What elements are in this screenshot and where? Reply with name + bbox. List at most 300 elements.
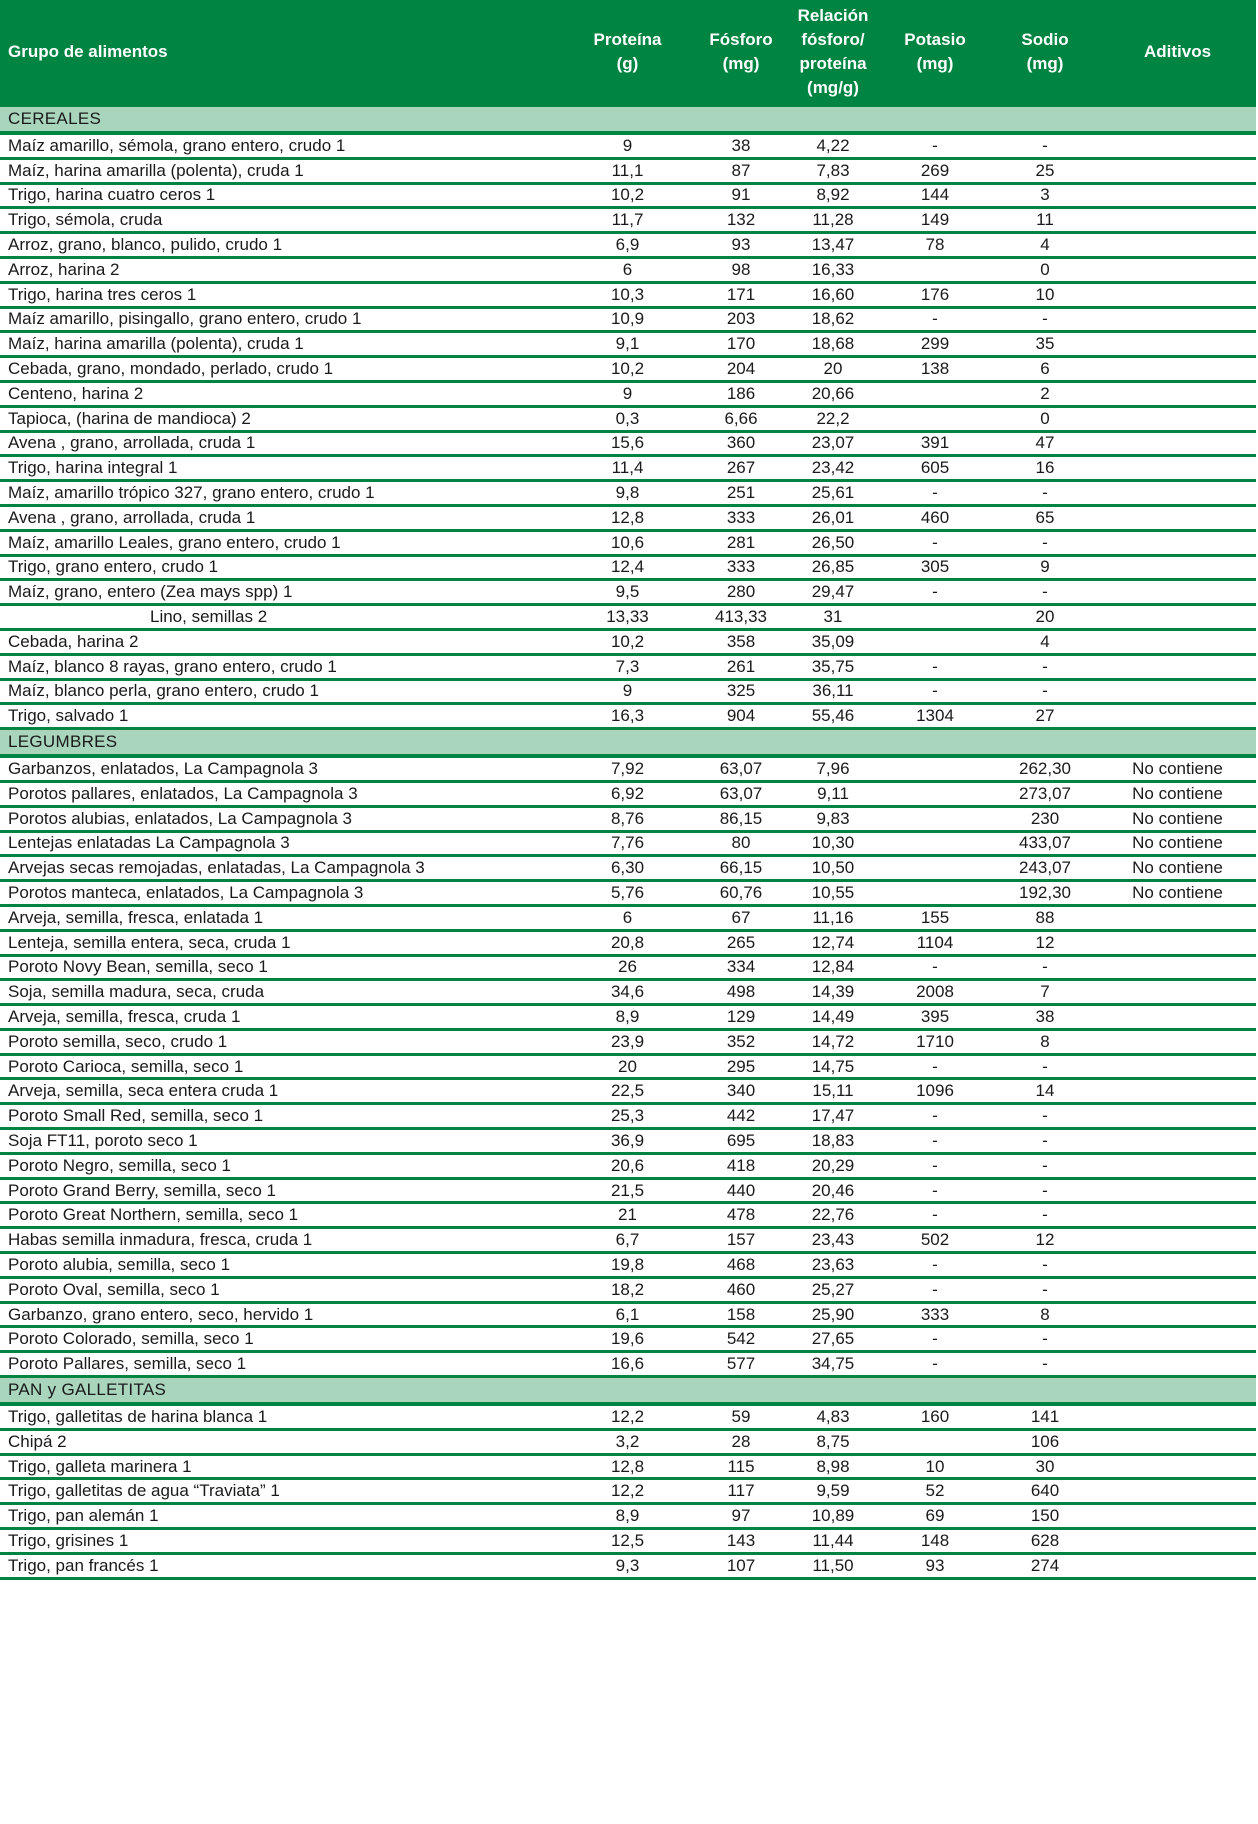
cell-sodio: 273,07 [1019,783,1071,803]
cell-proteina: 19,6 [610,1329,645,1349]
cell-fosforo: 117 [727,1481,755,1501]
cell-sodio: - [1042,1254,1048,1274]
column-header-sodio: Sodio (mg) [1021,30,1069,73]
cell-fosforo: 418 [726,1155,756,1175]
cell-fosforo: 267 [726,458,756,478]
cell-potasio: - [932,1329,938,1349]
cell-potasio: 144 [920,185,950,205]
cell-proteina: 10,6 [610,532,645,552]
cell-sodio: 0 [1040,259,1050,279]
table-row [0,1130,1256,1155]
cell-potasio: 460 [920,507,950,527]
cell-sodio: 4 [1040,235,1050,255]
cell-proteina: 20,8 [610,932,645,952]
column-header-grupo: Grupo de alimentos [8,42,168,61]
table-row [0,383,1256,408]
cell-fosforo: 352 [726,1031,756,1051]
cell-sodio: 6 [1040,359,1050,379]
table-row [0,1353,1256,1378]
cell-fosforo: 261 [726,656,756,676]
cell-fosforo: 171 [726,284,756,304]
cell-food-name: Poroto Small Red, semilla, seco 1 [8,1106,264,1126]
cell-relacion: 16,33 [811,259,855,279]
cell-fosforo: 334 [726,957,756,977]
cell-food-name: Arvejas secas remojadas, enlatadas, La Campagnola 3 [8,858,425,878]
cell-food-name: Maíz, harina amarilla (polenta), cruda 1 [8,160,304,180]
table-row [0,557,1256,582]
table-row [0,1431,1256,1456]
column-header-proteina: Proteína (g) [593,30,662,73]
cell-relacion: 8,92 [816,185,850,205]
cell-potasio: 155 [920,907,950,927]
table-row [0,185,1256,210]
cell-proteina: 23,9 [610,1031,645,1051]
cell-sodio: 2 [1040,383,1050,403]
cell-proteina: 9,1 [615,334,640,354]
cell-potasio: 160 [920,1406,950,1426]
cell-proteina: 6,92 [610,783,645,803]
cell-proteina: 10,9 [610,309,645,329]
cell-fosforo: 97 [731,1506,751,1526]
cell-sodio: 262,30 [1019,759,1071,779]
cell-fosforo: 59 [731,1406,751,1426]
cell-potasio: 305 [920,557,950,577]
table-row [0,1155,1256,1180]
cell-fosforo: 460 [726,1279,756,1299]
cell-fosforo: 440 [726,1180,756,1200]
cell-food-name: Maíz, blanco 8 rayas, grano entero, crudo 1 [8,656,337,676]
cell-relacion: 35,09 [811,631,855,651]
cell-food-name: Trigo, harina integral 1 [8,458,178,478]
cell-relacion: 55,46 [811,706,855,726]
cell-relacion: 23,43 [811,1230,855,1250]
table-row [0,234,1256,259]
cell-relacion: 20,66 [811,383,855,403]
table-row [0,1105,1256,1130]
table-header [0,0,1256,107]
table-row [0,532,1256,557]
cell-food-name: Soja FT11, poroto seco 1 [8,1130,198,1150]
cell-proteina: 26 [618,957,637,977]
cell-relacion: 11,28 [812,210,854,230]
cell-potasio: - [932,656,938,676]
cell-potasio: - [932,1180,938,1200]
cell-potasio: - [932,957,938,977]
cell-relacion: 27,65 [811,1329,855,1349]
cell-fosforo: 91 [731,185,751,205]
cell-sodio: 88 [1035,907,1055,927]
cell-food-name: Trigo, galletitas de harina blanca 1 [8,1406,268,1426]
cell-proteina: 9,8 [615,483,640,503]
cell-sodio: 106 [1030,1431,1060,1451]
table-row [0,705,1256,730]
cell-relacion: 8,75 [816,1431,850,1451]
cell-food-name: Garbanzo, grano entero, seco, hervido 1 [8,1304,314,1324]
cell-food-name: Maíz, grano, entero (Zea mays spp) 1 [8,582,293,602]
cell-proteina: 15,6 [610,433,645,453]
cell-food-name: Trigo, harina tres ceros 1 [8,284,197,304]
cell-potasio: 10 [925,1456,945,1476]
cell-food-name: Maíz, harina amarilla (polenta), cruda 1 [8,334,304,354]
cell-fosforo: 60,76 [719,883,763,902]
cell-fosforo: 478 [726,1205,756,1225]
cell-food-name: Arroz, grano, blanco, pulido, crudo 1 [8,235,283,255]
cell-food-name: Tapioca, (harina de mandioca) 2 [8,408,251,428]
cell-food-name: Cebada, grano, mondado, perlado, crudo 1 [8,359,334,379]
cell-aditivos: No contiene [1132,883,1223,902]
cell-sodio: - [1042,1279,1048,1299]
cell-proteina: 25,3 [610,1106,645,1126]
cell-relacion: 26,50 [811,532,855,552]
cell-sodio: 7 [1040,982,1050,1002]
cell-fosforo: 107 [726,1555,756,1575]
cell-fosforo: 186 [726,383,756,403]
cell-food-name: Trigo, salvado 1 [8,706,129,726]
cell-fosforo: 115 [727,1456,755,1476]
cell-potasio: 1710 [916,1031,954,1051]
cell-potasio: - [932,1130,938,1150]
cell-proteina: 21 [618,1205,637,1225]
cell-fosforo: 66,15 [719,858,763,878]
cell-fosforo: 904 [726,706,756,726]
cell-fosforo: 157 [726,1230,756,1250]
table-row [0,482,1256,507]
cell-proteina: 10,3 [610,284,645,304]
cell-potasio: 52 [925,1481,945,1501]
cell-relacion: 14,39 [811,982,855,1002]
table-row [0,1328,1256,1353]
cell-fosforo: 98 [731,259,751,279]
cell-potasio: - [932,135,938,155]
cell-proteina: 0,3 [615,408,640,428]
cell-food-name: Poroto Negro, semilla, seco 1 [8,1155,231,1175]
cell-sodio: 35 [1035,334,1055,354]
cell-relacion: 18,62 [811,309,855,329]
table-row [0,1279,1256,1304]
cell-proteina: 11,4 [611,458,644,478]
cell-sodio: - [1042,1205,1048,1225]
table-row [0,135,1256,160]
cell-fosforo: 325 [726,681,756,701]
cell-proteina: 11,7 [611,210,644,230]
cell-food-name: Lentejas enlatadas La Campagnola 3 [8,833,290,853]
cell-relacion: 18,83 [811,1130,855,1150]
table-row [0,209,1256,234]
cell-fosforo: 80 [731,833,751,853]
cell-sodio: - [1042,957,1048,977]
cell-sodio: - [1042,1130,1048,1150]
cell-food-name: Centeno, harina 2 [8,383,144,403]
cell-sodio: 628 [1030,1530,1060,1550]
cell-food-name: Porotos pallares, enlatados, La Campagnola 3 [8,783,358,803]
cell-proteina: 20 [618,1056,637,1076]
cell-food-name: Poroto Grand Berry, semilla, seco 1 [8,1180,277,1200]
cell-proteina: 16,3 [610,706,645,726]
cell-sodio: 14 [1035,1081,1055,1101]
cell-fosforo: 468 [726,1254,756,1274]
cell-relacion: 25,27 [811,1279,855,1299]
cell-proteina: 9,3 [615,1555,640,1575]
cell-sodio: - [1042,135,1048,155]
cell-sodio: 10 [1035,284,1055,304]
cell-food-name: Chipá 2 [8,1431,67,1451]
cell-fosforo: 542 [726,1329,756,1349]
cell-sodio: - [1042,1354,1048,1374]
cell-potasio: 149 [920,210,950,230]
cell-sodio: 25 [1035,160,1055,180]
table-row [0,408,1256,433]
table-row [0,656,1256,681]
cell-potasio: - [932,1354,938,1374]
cell-proteina: 8,9 [615,1006,640,1026]
cell-food-name: Poroto Carioca, semilla, seco 1 [8,1056,244,1076]
cell-proteina: 12,8 [610,507,645,527]
cell-food-name: Maíz amarillo, sémola, grano entero, crudo 1 [8,135,346,155]
table-row [0,1480,1256,1505]
cell-proteina: 12,2 [610,1406,645,1426]
cell-relacion: 11,50 [812,1555,854,1575]
cell-fosforo: 413,33 [715,607,767,627]
table-row [0,1080,1256,1105]
cell-food-name: Poroto Colorado, semilla, seco 1 [8,1329,254,1349]
cell-food-name: Cebada, harina 2 [8,631,139,651]
cell-proteina: 18,2 [610,1279,645,1299]
cell-fosforo: 63,07 [719,759,763,779]
cell-sodio: 65 [1035,507,1055,527]
cell-sodio: 4 [1040,631,1050,651]
cell-relacion: 26,85 [811,557,855,577]
cell-sodio: 11 [1036,210,1054,230]
cell-proteina: 9 [622,383,633,403]
cell-proteina: 7,3 [615,656,640,676]
cell-sodio: 27 [1035,706,1055,726]
cell-sodio: 230 [1030,808,1060,828]
table-row [0,507,1256,532]
cell-fosforo: 170 [726,334,756,354]
cell-relacion: 7,83 [816,160,850,180]
table-row [0,160,1256,185]
table-row [0,333,1256,358]
cell-food-name: Trigo, pan alemán 1 [8,1506,159,1526]
cell-relacion: 14,72 [811,1031,855,1051]
cell-fosforo: 333 [726,507,756,527]
cell-relacion: 35,75 [811,656,855,676]
table-row [0,1456,1256,1481]
cell-relacion: 14,49 [811,1006,855,1026]
column-header-relacion: Relación fósforo/ proteína (mg/g) [797,6,869,97]
cell-potasio: 78 [925,235,945,255]
cell-potasio: 502 [920,1230,950,1250]
cell-potasio: 391 [920,433,950,453]
cell-sodio: - [1042,1329,1048,1349]
cell-food-name: Avena , grano, arrollada, cruda 1 [8,433,256,453]
table-row [0,957,1256,982]
cell-proteina: 8,76 [610,808,645,828]
cell-proteina: 6 [622,907,633,927]
cell-fosforo: 93 [731,235,751,255]
table-row [0,309,1256,334]
cell-relacion: 22,76 [811,1205,855,1225]
section-header: LEGUMBRES [0,730,1256,758]
cell-proteina: 9 [622,135,633,155]
cell-food-name: Lino, semillas 2 [150,607,268,627]
cell-food-name: Trigo, galleta marinera 1 [8,1456,192,1476]
cell-proteina: 7,92 [610,759,645,779]
cell-relacion: 17,47 [811,1106,855,1126]
cell-sodio: 12 [1035,932,1055,952]
table-row [0,783,1256,808]
cell-potasio: 605 [920,458,950,478]
cell-food-name: Arroz, harina 2 [8,259,120,279]
cell-relacion: 18,68 [811,334,855,354]
cell-sodio: - [1042,656,1048,676]
table-row [0,1254,1256,1279]
cell-proteina: 36,9 [610,1130,645,1150]
cell-potasio: 176 [920,284,950,304]
cell-proteina: 7,76 [610,833,645,853]
cell-fosforo: 67 [731,907,751,927]
cell-aditivos: No contiene [1132,759,1223,779]
cell-relacion: 10,89 [811,1506,855,1526]
cell-relacion: 31 [823,607,843,627]
cell-potasio: 395 [920,1006,950,1026]
cell-sodio: - [1042,1056,1048,1076]
cell-proteina: 6,1 [615,1304,640,1324]
table-row [0,433,1256,458]
cell-relacion: 22,2 [816,408,850,428]
cell-relacion: 4,22 [816,135,850,155]
cell-relacion: 23,63 [811,1254,855,1274]
table-row [0,808,1256,833]
cell-food-name: Poroto Great Northern, semilla, seco 1 [8,1205,299,1225]
cell-potasio: 1104 [916,932,954,952]
cell-food-name: Garbanzos, enlatados, La Campagnola 3 [8,759,318,779]
cell-potasio: - [932,582,938,602]
cell-food-name: Lenteja, semilla entera, seca, cruda 1 [8,932,291,952]
cell-sodio: 0 [1040,408,1050,428]
cell-sodio: - [1042,1155,1048,1175]
cell-food-name: Maíz, amarillo Leales, grano entero, crudo 1 [8,532,341,552]
cell-relacion: 7,96 [816,759,850,779]
cell-relacion: 9,59 [816,1481,850,1501]
cell-relacion: 11,44 [812,1530,854,1550]
cell-relacion: 16,60 [811,284,855,304]
table-row [0,1056,1256,1081]
cell-relacion: 34,75 [811,1354,855,1374]
cell-relacion: 23,42 [811,458,855,478]
table-row [0,833,1256,858]
table-row [0,1229,1256,1254]
cell-fosforo: 295 [726,1056,756,1076]
cell-sodio: - [1042,483,1048,503]
cell-food-name: Arveja, semilla, fresca, enlatada 1 [8,907,264,927]
cell-relacion: 9,83 [816,808,850,828]
cell-sodio: 12 [1035,1230,1055,1250]
cell-proteina: 5,76 [610,883,645,902]
cell-relacion: 25,61 [811,483,855,503]
cell-fosforo: 87 [731,160,751,180]
cell-relacion: 10,50 [811,858,855,878]
cell-relacion: 11,16 [812,907,854,927]
cell-sodio: 16 [1035,458,1055,478]
cell-sodio: 47 [1035,433,1055,453]
cell-fosforo: 280 [726,582,756,602]
cell-food-name: Poroto Novy Bean, semilla, seco 1 [8,957,268,977]
cell-food-name: Maíz, blanco perla, grano entero, crudo 1 [8,681,319,701]
cell-sodio: 20 [1035,607,1055,627]
cell-potasio: 93 [925,1555,945,1575]
cell-proteina: 12,8 [610,1456,645,1476]
cell-food-name: Arveja, semilla, seca entera cruda 1 [8,1081,279,1101]
cell-potasio: - [932,1155,938,1175]
cell-fosforo: 498 [726,982,756,1002]
cell-proteina: 6,30 [610,858,645,878]
cell-proteina: 6,9 [615,235,640,255]
cell-food-name: Trigo, galletitas de agua “Traviata” 1 [8,1481,280,1501]
cell-relacion: 14,75 [811,1056,855,1076]
table-row [0,681,1256,706]
cell-relacion: 10,30 [811,833,855,853]
cell-fosforo: 265 [726,932,756,952]
cell-proteina: 13,33 [606,607,649,627]
cell-fosforo: 251 [726,483,756,503]
cell-relacion: 9,11 [817,783,849,803]
cell-relacion: 20 [823,359,843,379]
table-row [0,1406,1256,1431]
cell-proteina: 11,1 [611,160,644,180]
cell-potasio: 69 [925,1506,945,1526]
cell-fosforo: 281 [726,532,756,552]
cell-potasio: - [932,1205,938,1225]
table-row [0,1505,1256,1530]
cell-proteina: 8,9 [615,1506,640,1526]
cell-proteina: 12,5 [610,1530,645,1550]
cell-proteina: 10,2 [610,185,645,205]
cell-sodio: 150 [1030,1506,1060,1526]
cell-sodio: - [1042,1106,1048,1126]
cell-potasio: 333 [920,1304,950,1324]
table-row [0,1555,1256,1580]
table-row [0,457,1256,482]
cell-aditivos: No contiene [1132,783,1223,803]
cell-sodio: 192,30 [1019,883,1071,902]
table-row [0,259,1256,284]
cell-proteina: 9 [622,681,633,701]
cell-potasio: 2008 [916,982,954,1002]
table-row [0,606,1256,631]
cell-sodio: - [1042,582,1048,602]
cell-fosforo: 143 [726,1530,756,1550]
cell-sodio: 433,07 [1019,833,1071,853]
cell-fosforo: 86,15 [719,808,763,828]
cell-proteina: 6 [622,259,633,279]
cell-fosforo: 38 [731,135,751,155]
cell-potasio: 1304 [916,706,954,726]
cell-food-name: Poroto Oval, semilla, seco 1 [8,1279,220,1299]
cell-fosforo: 28 [731,1431,751,1451]
cell-relacion: 13,47 [811,235,855,255]
cell-relacion: 4,83 [816,1406,850,1426]
cell-proteina: 9,5 [615,582,640,602]
section-header: PAN y GALLETITAS [0,1378,1256,1406]
table-row [0,1180,1256,1205]
cell-potasio: - [932,532,938,552]
cell-proteina: 16,6 [610,1354,645,1374]
cell-aditivos: No contiene [1132,833,1223,853]
cell-relacion: 26,01 [811,507,855,527]
table-row [0,882,1256,907]
cell-fosforo: 158 [726,1304,756,1324]
